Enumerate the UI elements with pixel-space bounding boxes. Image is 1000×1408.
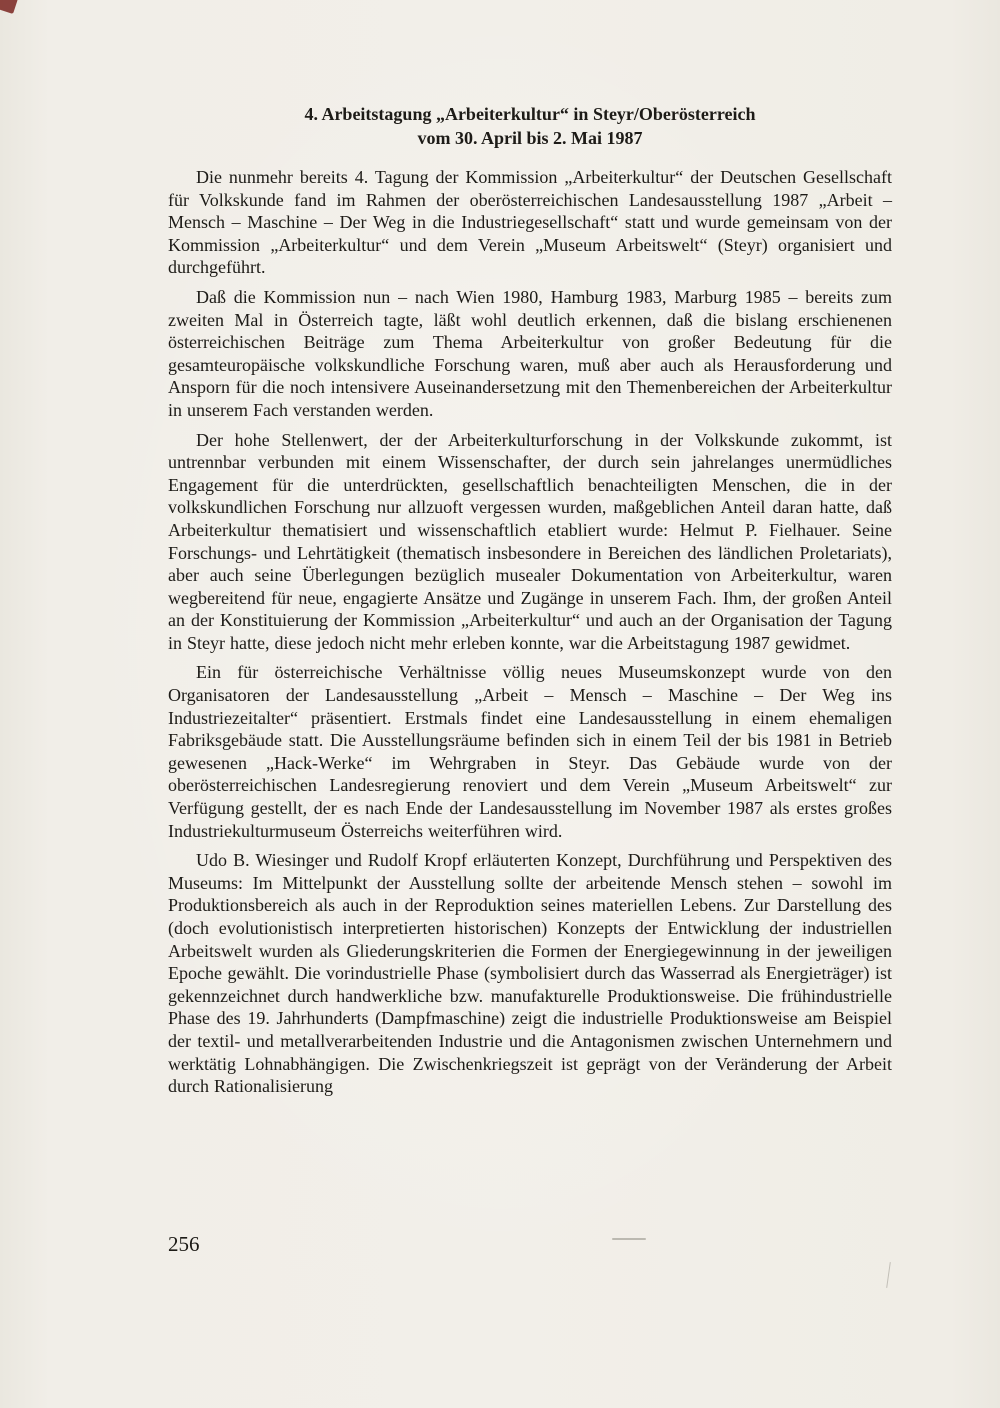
paragraph: Udo B. Wiesinger und Rudolf Kropf erläuterten Konzept, Durchführung und Perspektiven des Museums: Im Mittelpunkt der Ausstellung sollte der arbeitende Mensch stehen – sowohl im Produktionsbereich als auch in der Reproduktion seines materiellen Lebens. Zur Darstellung des (doch evolutionistisch interpretierten historischen) Konzepts der Entwicklung der industriellen Arbeitswelt wurden als Gliederungskriterien die Formen der Energiegewinnung in der jeweiligen Epoche gewählt. Die vorindustrielle Phase (symbolisiert durch das Wasserrad als Energieträger) ist gekennzeichnet durch handwerkliche bzw. manufakturelle Produktionsweise. Die frühindustrielle Phase des 19. Jahrhunderts (Dampfmaschine) zeigt die industrielle Produktionsweise am Beispiel der textil- und metallverarbeitenden Industrie und die Antagonismen zwischen Unternehmern und werktätig Lohnabhängigen. Die Zwischenkriegszeit ist geprägt von der Veränderung der Arbeit durch Rationalisierung <box>168 850 892 1097</box>
article-body <box>168 166 892 1098</box>
scan-artifact-corner <box>0 0 18 14</box>
paragraph: Der hohe Stellenwert, der der Arbeiterkulturforschung in der Volkskunde zukommt, ist untrennbar verbunden mit einem Wissenschafter, der durch sein jahrelanges unermüdliches Engagement für die unterdrückten, gesellschaftlich benachteiligten Menschen, die in der volkskundlichen Forschung nur allzuoft vergessen wurden, maßgeblichen Anteil daran hatte, daß Arbeiterkultur thematisiert und wissenschaftlich etabliert wurde: Helmut P. Fielhauer. Seine Forschungs- und Lehrtätigkeit (thematisch insbesondere in Bereichen des ländlichen Proletariats), aber auch seine Überlegungen bezüglich musealer Dokumentation von Arbeiterkultur, waren wegbereitend für neue, engagierte Ansätze und Zugänge in unserem Fach. Ihm, der großen Anteil an der Konstituierung der Kommission „Arbeiterkultur“ und auch an der Organisation der Tagung in Steyr hatte, diese jedoch nicht mehr erleben konnte, war die Arbeitstagung 1987 gewidmet. <box>168 429 892 653</box>
paragraph: Ein für österreichische Verhältnisse völlig neues Museumskonzept wurde von den Organisatoren der Landesausstellung „Arbeit – Mensch – Maschine – Der Weg ins Industriezeitalter“ präsentiert. Erstmals findet eine Landesausstellung in einem ehemaligen Fabriksgebäude statt. Die Ausstellungsräume befinden sich in einem Teil der bis 1981 in Betrieb gewesenen „Hack-Werke“ im Wehrgraben in Steyr. Das Gebäude wurde von der oberösterreichischen Landesregierung renoviert und dem Verein „Museum Arbeitswelt“ zur Verfügung gestellt, der es nach Ende der Landesausstellung im November 1987 als erstes großes Industriekulturmuseum Österreichs weiterführen wird. <box>168 662 892 841</box>
paragraph: Die nunmehr bereits 4. Tagung der Kommission „Arbeiterkultur“ der Deutschen Gesellschaft für Volkskunde fand im Rahmen der oberösterreichischen Landesausstellung 1987 „Arbeit – Mensch – Maschine – Der Weg in die Industriegesellschaft“ statt und wurde gemeinsam von der Kommission „Arbeiterkultur“ und dem Verein „Museum Arbeitswelt“ (Steyr) organisiert und durchgeführt. <box>168 167 892 278</box>
page-number: 256 <box>168 1232 200 1256</box>
scan-artifact-scratch <box>886 1262 891 1288</box>
paragraph: Daß die Kommission nun – nach Wien 1980, Hamburg 1983, Marburg 1985 – bereits zum zweiten Mal in Österreich tagte, läßt wohl deutlich erkennen, daß die bislang erschienenen österreichischen Beiträge zum Thema Arbeiterkultur von großer Bedeutung für die gesamteuropäische volkskundliche Forschung waren, muß aber auch als Herausforderung und Ansporn für die noch intensivere Auseinandersetzung mit den Themenbereichen der Arbeiterkultur in unserem Fach verstanden werden. <box>168 286 892 420</box>
article-title <box>168 102 892 150</box>
title-line-2: vom 30. April bis 2. Mai 1987 <box>417 128 643 148</box>
text-block <box>168 102 892 1105</box>
scan-artifact-dash <box>612 1238 646 1240</box>
title-line-1: 4. Arbeitstagung „Arbeiterkultur“ in Steyr/Oberösterreich <box>304 104 756 124</box>
